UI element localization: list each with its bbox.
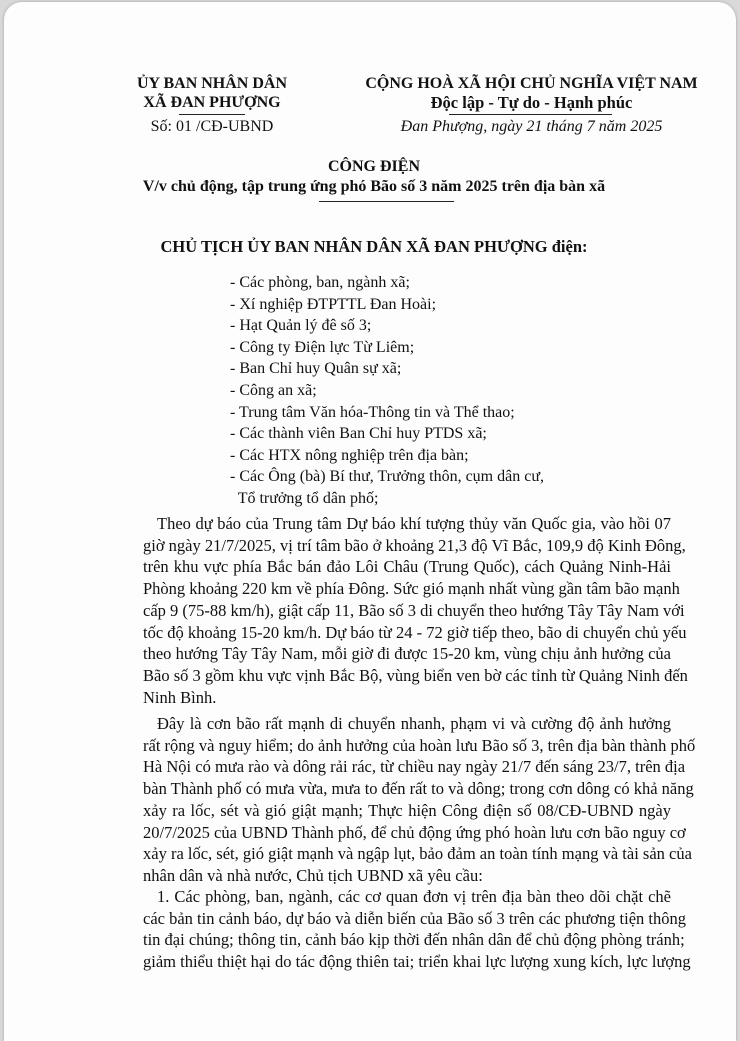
text-line: xảy ra lốc, sét, gió giật mạnh và ngập lụt, bảo đảm an toàn tính mạng và tài sản của	[143, 844, 692, 864]
text-line: trên khu vực phía Bắc bán đảo Lôi Châu (Trung Quốc), cách Quảng Ninh-Hải	[143, 557, 671, 577]
recipient-item: - Xí nghiệp ĐTPTTL Đan Hoài;	[230, 295, 437, 313]
recipient-item: - Các thành viên Ban Chỉ huy PTDS xã;	[230, 425, 487, 443]
recipient-item: Tổ trưởng tổ dân phố;	[230, 489, 379, 507]
document-page	[4, 2, 736, 1041]
text-line: giảm thiểu thiệt hại do tác động thiên tai; triển khai lực lượng xung kích, lực lượng	[143, 952, 691, 972]
text-line: tin đại chúng; thông tin, cảnh báo kịp thời đến nhân dân để chủ động phòng tránh;	[143, 930, 685, 950]
recipient-item: - Các phòng, ban, ngành xã;	[230, 274, 410, 291]
text-line: theo hướng Tây Tây Nam, mỗi giờ đi được 15-20 km, vùng chịu ảnh hưởng của	[143, 644, 671, 664]
recipient-item: - Trung tâm Văn hóa-Thông tin và Thể thao;	[230, 403, 515, 421]
text-line: Đây là cơn bão rất mạnh di chuyển nhanh, phạm vi và cường độ ảnh hưởng	[157, 714, 671, 733]
sender-line: CHỦ TỊCH ỦY BAN NHÂN DÂN XÃ ĐAN PHƯỢNG điện:	[160, 237, 588, 256]
recipient-item: - Các HTX nông nghiệp trên địa bàn;	[230, 446, 469, 464]
text-line: nhân dân và nhà nước, Chủ tịch UBND xã yêu cầu:	[143, 865, 483, 885]
paragraph-directive-1	[143, 886, 691, 973]
motto: Độc lập - Tự do - Hạnh phúc	[430, 93, 633, 112]
recipient-item: - Công an xã;	[230, 381, 317, 399]
document-type: CÔNG ĐIỆN	[327, 158, 420, 175]
text-line: Ninh Bình.	[143, 687, 217, 707]
recipient-item: - Các Ông (bà) Bí thư, Trưởng thôn, cụm dân cư,	[230, 468, 544, 486]
issuing-authority	[102, 74, 322, 112]
recipient-item: - Ban Chỉ huy Quân sự xã;	[230, 360, 402, 378]
text-line: giờ ngày 21/7/2025, vị trí tâm bão ở khoảng 21,3 độ Vĩ Bắc, 109,9 độ Kinh Đông,	[143, 535, 686, 555]
document-subject: V/v chủ động, tập trung ứng phó Bão số 3 năm 2025 trên địa bàn xã	[142, 178, 606, 195]
recipient-item: - Công ty Điện lực Từ Liêm;	[230, 338, 415, 356]
text-line: xảy ra lốc, sét và gió giật mạnh; Thực hiện Công điện số 08/CĐ-UBND ngày	[143, 800, 671, 820]
national-heading	[349, 74, 714, 112]
text-line: bàn Thành phố có mưa vừa, mưa to đến rất to và dông; trong cơn dông có khả năng	[143, 779, 694, 799]
recipient-list	[230, 272, 544, 510]
paragraph-assessment	[143, 713, 696, 887]
org-line-1: ỦY BAN NHÂN DÂN	[136, 75, 288, 92]
org-underline	[179, 114, 245, 115]
text-line: 1. Các phòng, ban, ngành, các cơ quan đơn vị trên địa bàn theo dõi chặt chẽ	[157, 887, 671, 906]
document-number: Số: 01 /CĐ-UBND	[150, 118, 274, 135]
text-line: Hà Nội có mưa rào và dông rải rác, từ chiều nay ngày 21/7 đến sáng 23/7, trên địa	[143, 757, 686, 777]
text-line: cấp 9 (75-88 km/h), giật cấp 11, Bão số 3 di chuyển theo hướng Tây Tây Nam với	[143, 600, 685, 620]
text-line: tốc độ khoảng 15-20 km/h. Dự báo từ 24 - 72 giờ tiếp theo, bão di chuyển chủ yếu	[143, 622, 687, 642]
text-line: các bản tin cảnh báo, dự báo và diễn biến của Bão số 3 trên các phương tiện thông	[143, 908, 686, 928]
text-line: Phòng khoảng 220 km về phía Đông. Sức gió mạnh nhất vùng gần tâm bão mạnh	[143, 579, 680, 599]
text-line: 20/7/2025 của UBND Thành phố, để chủ động ứng phó hoàn lưu cơn bão nguy cơ	[143, 822, 686, 842]
nation-name: CỘNG HOÀ XÃ HỘI CHỦ NGHĨA VIỆT NAM	[365, 75, 698, 92]
text-line: Bão số 3 gồm khu vực vịnh Bắc Bộ, vùng biển ven bờ các tỉnh từ Quảng Ninh đến	[143, 665, 688, 685]
text-line: rất rộng và nguy hiểm; do ảnh hưởng của hoàn lưu Bão số 3, trên địa bàn thành phố	[143, 735, 696, 755]
recipient-item: - Hạt Quản lý đê số 3;	[230, 317, 372, 335]
subject-underline	[319, 201, 454, 202]
paragraph-forecast	[143, 513, 688, 708]
motto-underline	[449, 114, 612, 115]
text-line: Theo dự báo của Trung tâm Dự báo khí tượng thủy văn Quốc gia, vào hồi 07	[157, 514, 671, 533]
org-line-2: XÃ ĐAN PHƯỢNG	[143, 94, 281, 111]
place-date: Đan Phượng, ngày 21 tháng 7 năm 2025	[400, 118, 663, 135]
